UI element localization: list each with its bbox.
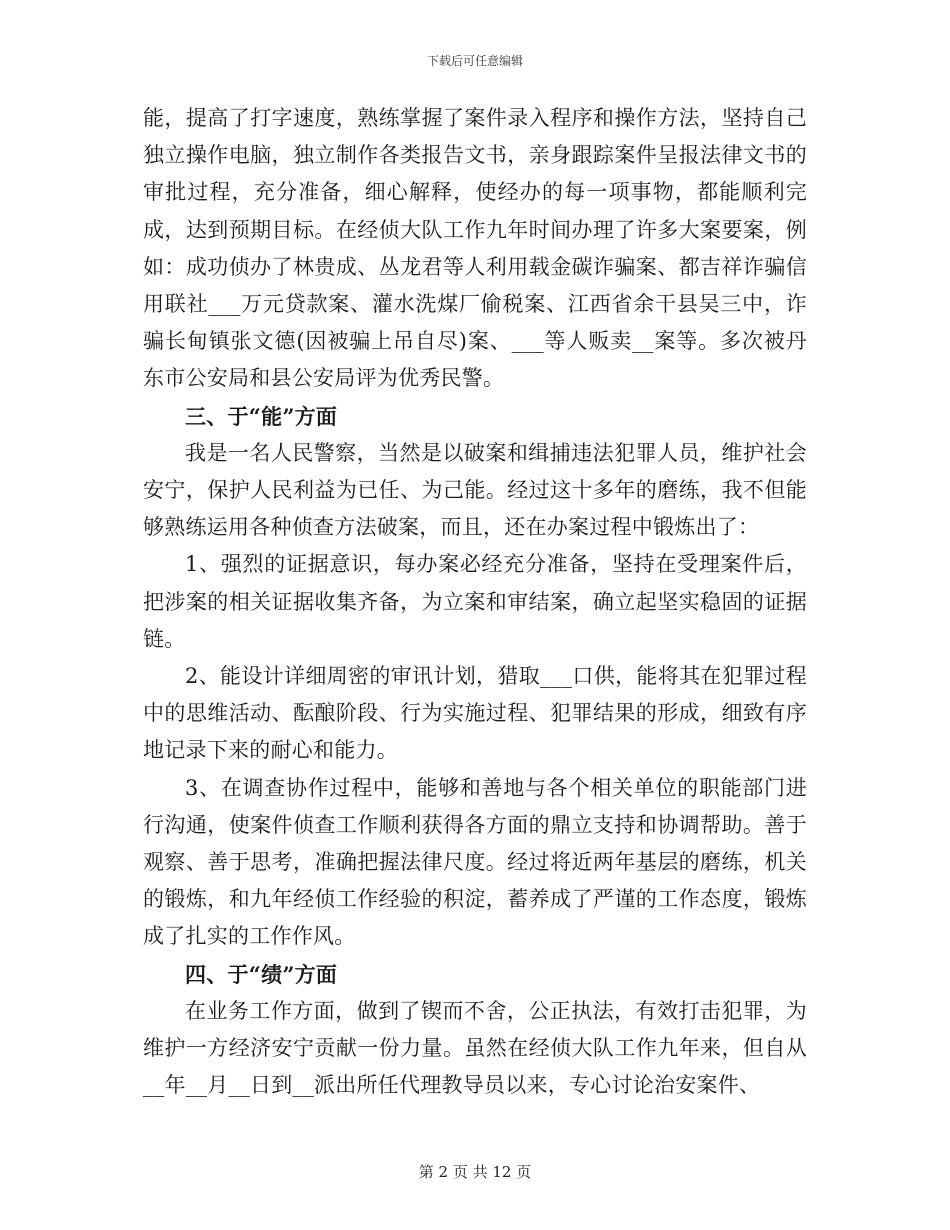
page-header: 下载后可任意编辑 <box>426 54 523 68</box>
section-heading-achievement: 四、于“绩”方面 <box>185 961 338 987</box>
page-footer: 第 2 页 共 12 页 <box>418 1163 532 1181</box>
paragraph-achievement: 在业务工作方面，做到了锲而不舍，公正执法，有效打击犯罪，为维护一方经济安宁贡献一份力量。虽然在经侦大队工作九年来，但自从__年__月__日到__派出所任代理教导员以来，专心讨论治安案件、 <box>143 998 807 1098</box>
paragraph-item-3: 3、在调查协作过程中，能够和善地与各个相关单位的职能部门进行沟通，使案件侦查工作顺利获得各方面的鼎立支持和协调帮助。善于观察、善于思考，准确把握法律尺度。经过将近两年基层的磨练，机关的锻炼，和九年经侦工作经验的积淀，蓄养成了严谨的工作态度，锻炼成了扎实的工作作风。 <box>143 775 807 949</box>
paragraph-ability-intro: 我是一名人民警察，当然是以破案和缉捕违法犯罪人员，维护社会安宁，保护人民利益为已任、为己能。经过这十多年的磨练，我不但能够熟练运用各种侦查方法破案，而且，还在办案过程中锻炼出了： <box>143 440 807 540</box>
section-heading-ability: 三、于“能”方面 <box>185 403 338 429</box>
document-body <box>143 100 807 1104</box>
paragraph-continued: 能，提高了打字速度，熟练掌握了案件录入程序和操作方法，坚持自己独立操作电脑，独立制作各类报告文书，亲身跟踪案件呈报法律文书的审批过程，充分准备，细心解释，使经办的每一项事物，都能顺利完成，达到预期目标。在经侦大队工作九年时间办理了许多大案要案，例如：成功侦办了林贵成、丛龙君等人利用载金碳诈骗案、都吉祥诈骗信用联社___万元贷款案、灌水洗煤厂偷税案、江西省余干县吴三中，诈骗长甸镇张文德(因被骗上吊自尽)案、___等人贩卖__案等。多次被丹东市公安局和县公安局评为优秀民警。 <box>143 106 807 391</box>
paragraph-item-2: 2、能设计详细周密的审讯计划，猎取___口供，能将其在犯罪过程中的思维活动、酝酿阶段、行为实施过程、犯罪结果的形成，细致有序地记录下来的耐心和能力。 <box>143 664 807 763</box>
paragraph-item-1: 1、强烈的证据意识，每办案必经充分准备，坚持在受理案件后，把涉案的相关证据收集齐备，为立案和审结案，确立起坚实稳固的证据链。 <box>143 552 807 651</box>
